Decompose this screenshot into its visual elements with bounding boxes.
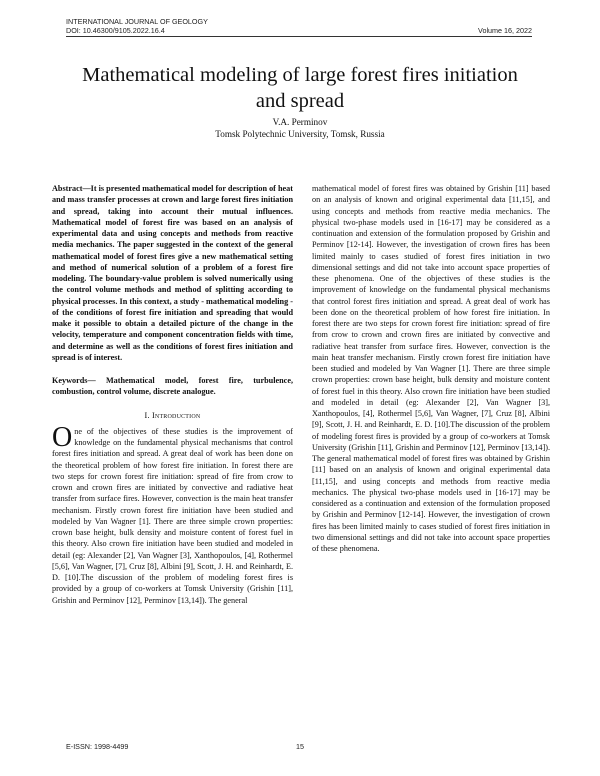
- intro-paragraph: [52, 421, 293, 606]
- journal-name: INTERNATIONAL JOURNAL OF GEOLOGY: [66, 17, 208, 26]
- intro-text: ne of the objectives of these studies is the improvement of knowledge on the fundamental physical mechanisms that control forest fires initiation and spread. A great deal of work has been done on the theoretical problem of how forest fire initiation. In forest there are two steps for crown forest fire initiation: spread of fire from crow to crown and crown fires are initiated by convective and radiative heat transfer from surface fires. However, convection is the main heat transfer mechanism. Firstly crown forest fire initiation have been studied and modeled by Van Wagner [1]. There are three simple crown properties: crown base height, bulk density and moisture content of forest fuel in this theory. Also crown fire initiation have been studied and modeled in detail (eg: Alexander [2], Van Wagner [3], Xanthopoulos, [4], Rothermel [5,6], Van Wagner, [7], Cruz [8], Albini [9], Scott, J. H. and Reinhardt, E. D. [10].The discussion of the problem of modeling forest fires is provided by a group of co-workers at Tomsk University (Grishin [11], Grishin and Perminov [12], Perminov [13,14]). The general: [52, 426, 293, 605]
- volume-label: Volume 16, 2022: [478, 26, 532, 35]
- keywords: Keywords— Mathematical model, forest fire, turbulence, combustion, control volume, discrete analogue.: [52, 376, 293, 397]
- issn: E-ISSN: 1998-4499: [66, 742, 129, 751]
- author: V.A. Perminov: [272, 117, 328, 127]
- drop-cap: O: [52, 421, 73, 453]
- abstract: Abstract—It is presented mathematical model for description of heat and mass transfer processes at crown and large forest fires initiation and spread, taking into account their mutual influences. Mathematical model of forest fire was based on an analysis of experimental data and using concepts and methods from reactive media mechanics. The paper suggested in the context of the general mathematical model of forest fires give a new mathematical setting and method of numerical solution of a problem of a forest fire modeling. The boundary-value problem is solved numerically using the control volume methods and method of splitting according to physical processes. In this context, a study - mathematical modeling - of the conditions of forest fire initiation and spreading that would make it possible to obtain a detailed picture of the change in the velocity, temperature and component concentration fields with time, and determine as well as the conditions of forest fires initiation and spread is of interest.: [52, 184, 293, 362]
- right-column: [312, 183, 550, 554]
- affiliation: Tomsk Polytechnic University, Tomsk, Russia: [215, 129, 385, 139]
- paper-title: Mathematical modeling of large forest fires initiation and spread: [82, 64, 518, 112]
- section-number: I.: [144, 410, 150, 420]
- page-number: 15: [296, 742, 304, 751]
- left-column: [52, 183, 293, 606]
- section-heading: [52, 410, 293, 421]
- header-rule: [66, 36, 532, 37]
- section-title: Introduction: [151, 410, 201, 420]
- doi: DOI: 10.46300/9105.2022.16.4: [66, 26, 165, 35]
- body-paragraph: mathematical model of forest fires was obtained by Grishin [11] based on an analysis of known and original experimental data [11,15], and using concepts and methods from reactive media mechanics. The physical two-phase models used in [16-17] may be considered as a continuation and extension of the formulation proposed by Grishin and Perminov [12-14]. However, the investigation of crown fires has been limited mainly to cases studied of forest fires initiation in two dimensional settings and did not take into account space properties of these phenomena. One of the objectives of these studies is the improvement of knowledge on the fundamental physical mechanisms that control forest fires initiation and spread. A great deal of work has been done on the theoretical problem of how forest fire initiation. In forest there are two steps for crown forest fire initiation: spread of fire from crow to crown and crown fires are initiated by convective and radiative heat transfer from surface fires. However, convection is the main heat transfer mechanism. Firstly crown forest fire initiation have been studied and modeled by Van Wagner [1]. There are three simple crown properties: crown base height, bulk density and moisture content of forest fuel in this theory. Also crown fire initiation have been studied and modeled in detail (eg: Alexander [2], Van Wagner [3], Xanthopoulos, [4], Rothermel [5,6], Van Wagner, [7], Cruz [8], Albini [9], Scott, J. H. and Reinhardt, E. D. [10].The discussion of the problem of modeling forest fires is provided by a group of co-workers at Tomsk University (Grishin [11], Grishin and Perminov [12], Perminov [13,14]). The general mathematical model of forest fires was obtained by Grishin [11] based on an analysis of known and original experimental data [11,15], and using concepts and methods from reactive media mechanics. The physical two-phase models used in [16-17] may be considered as a continuation and extension of the formulation proposed by Grishin and Perminov [12-14]. However, the investigation of crown fires has been limited mainly to cases studied of forest fires initiation in two dimensional settings and did not take into account space properties of these phenomena.: [312, 184, 551, 553]
